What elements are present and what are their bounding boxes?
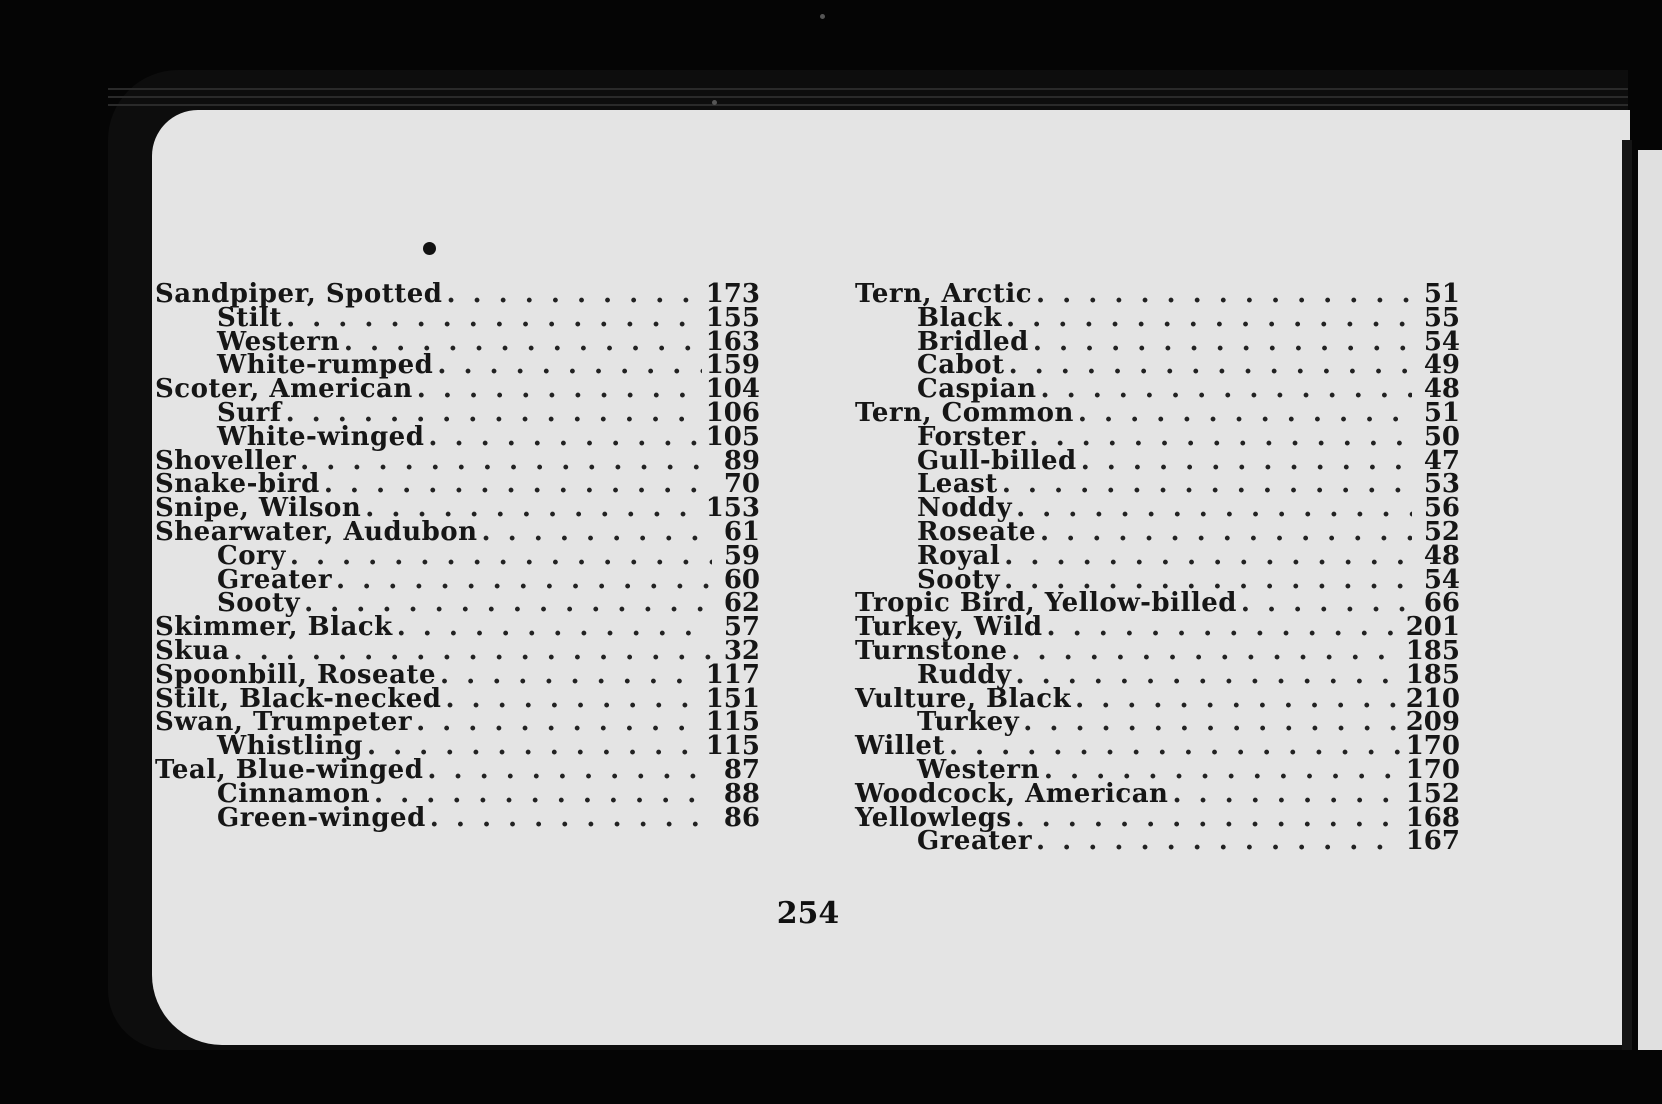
index-entry-name: Turnstone <box>855 635 1008 666</box>
index-entry-name: Stilt <box>217 302 283 333</box>
index-entry-page: 88 <box>723 778 760 809</box>
index-entry-name: Sooty <box>917 564 1001 595</box>
index-entry-page: 52 <box>1423 516 1460 547</box>
index-entry-page: 210 <box>1405 683 1460 714</box>
index-entry-page: 47 <box>1423 445 1460 476</box>
page-edge-line <box>108 88 1628 90</box>
dot-leader <box>1172 783 1401 807</box>
dot-leader <box>397 616 712 640</box>
index-entry-name: Gull-billed <box>917 445 1077 476</box>
dot-leader <box>1015 664 1401 688</box>
index-entry-page: 115 <box>705 707 760 738</box>
index-entry-page: 168 <box>1405 802 1460 833</box>
index-entry-page: 53 <box>1423 469 1460 500</box>
index-entry-page: 55 <box>1423 302 1460 333</box>
index-entry-name: Tern, Arctic <box>855 279 1033 309</box>
dot-leader <box>445 688 701 712</box>
index-entry-page: 201 <box>1405 612 1460 643</box>
dot-leader <box>300 450 712 474</box>
dot-leader <box>1081 450 1412 474</box>
index-entry-page: 152 <box>1405 778 1460 809</box>
index-entry-page: 51 <box>1423 279 1460 309</box>
dot-leader <box>428 426 701 450</box>
index-entry-page: 62 <box>723 588 760 619</box>
index-entry-page: 173 <box>705 279 760 309</box>
index-entry-page: 106 <box>705 397 760 428</box>
index-entry-page: 185 <box>1405 635 1460 666</box>
index-entry-page: 48 <box>1423 540 1460 571</box>
index-entry-page: 32 <box>723 635 760 666</box>
index-entry-name: Scoter, American <box>155 374 413 405</box>
index-entry <box>155 612 760 643</box>
index-entry-name: Black <box>917 302 1003 333</box>
index-column-left <box>155 279 760 833</box>
index-entry-name: Sooty <box>217 588 301 619</box>
index-entry-name: Shearwater, Audubon <box>155 516 478 547</box>
index-entry-name: Snake-bird <box>155 469 320 500</box>
dot-leader <box>1023 711 1401 735</box>
dot-leader <box>446 283 701 307</box>
dot-leader <box>1040 378 1412 402</box>
index-entry-name: Western <box>217 326 340 357</box>
index-entry-name: Greater <box>917 826 1033 857</box>
index-entry-page: 155 <box>705 302 760 333</box>
index-column-right <box>855 279 1460 857</box>
dot-leader <box>417 378 702 402</box>
index-entry-name: White-rumped <box>217 350 434 381</box>
index-entry-name: Cory <box>217 540 286 571</box>
index-entry-name: Whistling <box>217 731 363 762</box>
dot-leader <box>286 307 702 331</box>
printed-dot <box>423 242 436 255</box>
index-entry-page: 61 <box>723 516 760 547</box>
index-entry-page: 89 <box>723 445 760 476</box>
index-entry-name: Turkey <box>917 707 1020 738</box>
dot-leader <box>1033 331 1412 355</box>
index-entry-name: Skimmer, Black <box>155 612 393 643</box>
index-entry-name: White-winged <box>217 421 425 452</box>
index-entry-page: 170 <box>1405 754 1460 785</box>
dot-leader <box>482 521 712 545</box>
book-gutter <box>1622 140 1632 1050</box>
index-entry-name: Ruddy <box>917 659 1012 690</box>
page-number: 254 <box>776 896 840 931</box>
index-entry-page: 185 <box>1405 659 1460 690</box>
index-entry-name: Bridled <box>917 326 1029 357</box>
index-entry-name: Skua <box>155 635 230 666</box>
index-entry-name: Swan, Trumpeter <box>155 707 413 738</box>
index-entry-page: 66 <box>1423 588 1460 619</box>
index-entry-name: Willet <box>855 731 945 762</box>
dot-leader <box>1004 545 1412 569</box>
dot-leader <box>416 711 702 735</box>
index-entry-name: Snipe, Wilson <box>155 493 362 524</box>
index-entry-name: Greater <box>217 564 333 595</box>
dot-leader <box>437 354 701 378</box>
dot-leader <box>1078 402 1412 426</box>
index-entry-name: Royal <box>917 540 1001 571</box>
dot-leader <box>430 807 712 831</box>
index-entry-name: Caspian <box>917 374 1037 405</box>
index-entry-name: Noddy <box>917 493 1013 524</box>
dot-leader <box>1011 640 1401 664</box>
index-entry-page: 60 <box>723 564 760 595</box>
index-entry-page: 159 <box>705 350 760 381</box>
index-entry-name: Vulture, Black <box>855 683 1072 714</box>
dust-speck <box>820 14 825 19</box>
index-entry <box>855 826 1460 857</box>
index-entry-name: Western <box>917 754 1040 785</box>
dot-leader <box>290 545 712 569</box>
index-entry-page: 87 <box>723 754 760 785</box>
index-entry-page: 54 <box>1423 564 1460 595</box>
index-entry-page: 209 <box>1405 707 1460 738</box>
dot-leader <box>1016 807 1402 831</box>
index-entry-name: Surf <box>217 397 282 428</box>
dot-leader <box>1009 354 1412 378</box>
index-entry-name: Roseate <box>917 516 1037 547</box>
dot-leader <box>1047 616 1402 640</box>
page-edge-line <box>108 104 1628 106</box>
dot-leader <box>1036 283 1412 307</box>
index-entry-name: Tropic Bird, Yellow-billed <box>855 588 1237 619</box>
index-entry-name: Spoonbill, Roseate <box>155 659 436 690</box>
facing-page-edge <box>1638 150 1662 1050</box>
index-entry-page: 59 <box>723 540 760 571</box>
page-edge-line <box>108 96 1628 98</box>
index-entry-page: 49 <box>1423 350 1460 381</box>
dot-leader <box>427 759 712 783</box>
index-entry-page: 167 <box>1405 826 1460 857</box>
index-entry-page: 153 <box>705 493 760 524</box>
index-entry-name: Forster <box>917 421 1026 452</box>
index-entry-page: 51 <box>1423 397 1460 428</box>
index-entry-name: Woodcock, American <box>855 778 1169 809</box>
index-entry-name: Teal, Blue-winged <box>155 754 424 785</box>
index-entry-page: 50 <box>1423 421 1460 452</box>
index-entry-name: Turkey, Wild <box>855 612 1043 643</box>
dot-leader <box>1029 426 1412 450</box>
dot-leader <box>1006 307 1412 331</box>
index-entry-name: Cinnamon <box>217 778 370 809</box>
index-entry-name: Cabot <box>917 350 1005 381</box>
dot-leader <box>1036 830 1402 854</box>
index-entry-page: 151 <box>705 683 760 714</box>
index-entry-page: 56 <box>1423 493 1460 524</box>
index-entry-page: 70 <box>723 469 760 500</box>
index-entry-name: Stilt, Black-necked <box>155 683 442 714</box>
dot-leader <box>440 664 702 688</box>
index-entry-page: 48 <box>1423 374 1460 405</box>
index-entry-name: Tern, Common <box>855 397 1074 428</box>
index-entry-page: 115 <box>705 731 760 762</box>
dot-leader <box>1040 521 1412 545</box>
index-entry-name: Shoveller <box>155 445 297 476</box>
index-entry-name: Least <box>917 469 998 500</box>
dot-leader <box>1241 592 1412 616</box>
dot-leader <box>336 569 712 593</box>
dot-leader <box>1016 497 1412 521</box>
index-entry-page: 170 <box>1405 731 1460 762</box>
index-entry-page: 117 <box>705 659 760 690</box>
index-entry-page: 105 <box>705 421 760 452</box>
dot-leader <box>324 473 712 497</box>
index-entry <box>855 707 1460 738</box>
index-entry-page: 57 <box>723 612 760 643</box>
index-entry-page: 163 <box>705 326 760 357</box>
index-entry-name: Sandpiper, Spotted <box>155 279 443 309</box>
index-entry-page: 104 <box>705 374 760 405</box>
dust-speck <box>712 100 717 105</box>
index-entry <box>155 802 760 833</box>
index-entry-page: 86 <box>723 802 760 833</box>
dot-leader <box>1075 688 1402 712</box>
dot-leader <box>1002 473 1412 497</box>
index-entry-page: 54 <box>1423 326 1460 357</box>
index-entry-name: Green-winged <box>217 802 426 833</box>
index-entry-name: Yellowlegs <box>855 802 1012 833</box>
